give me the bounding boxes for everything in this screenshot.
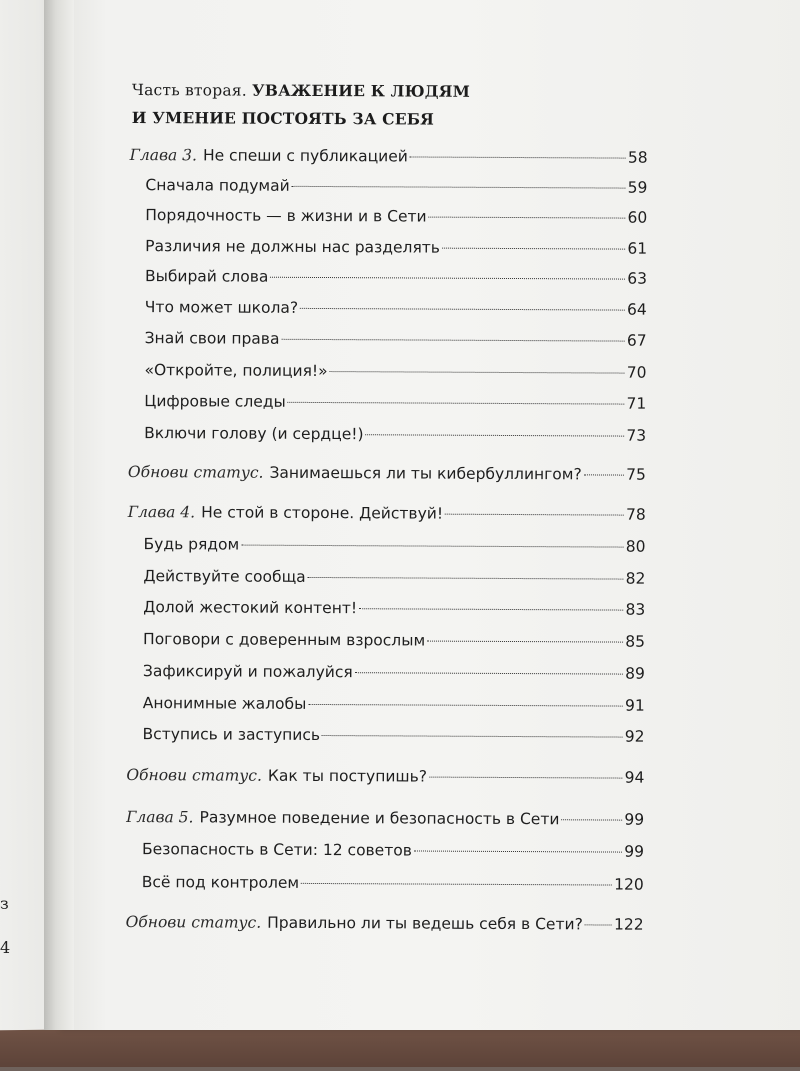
part-heading-title: УВАЖЕНИЕ К ЛЮДЯМ: [251, 80, 471, 101]
part-heading-line-2: [132, 108, 434, 129]
toc-entry-title: Будь рядом: [143, 535, 240, 554]
toc-entry-page-number: 64: [627, 300, 647, 319]
left-fragment-2: 4: [0, 938, 11, 957]
toc-dot-leader: [366, 434, 625, 436]
toc-entry-page-number: 60: [627, 208, 648, 227]
toc-dot-leader: [322, 735, 623, 738]
toc-dot-leader: [561, 819, 622, 820]
part-heading-line-1: [132, 80, 470, 101]
toc-entry-title: Зафиксируй и пожалуйся: [142, 662, 353, 682]
toc-entry-page-number: 80: [625, 537, 646, 556]
toc-entry-title: Не стой в стороне. Действуй!: [201, 503, 444, 523]
toc-entry-title: Вступись и заступись: [142, 725, 321, 745]
toc-entry-page-number: 94: [624, 768, 645, 787]
toc-entry-page-number: 89: [625, 664, 645, 683]
toc-entry-page-number: 58: [627, 148, 648, 167]
toc-entry: [128, 463, 646, 484]
toc-entry-title: Поговори с доверенным взрослым: [143, 630, 426, 650]
toc-entry: [143, 598, 645, 619]
toc-entry-page-number: 75: [626, 465, 646, 484]
toc-entry: [142, 840, 644, 861]
toc-entry-title: Правильно ли ты ведешь себя в Сети?: [267, 913, 583, 934]
toc-entry: [130, 146, 648, 167]
toc-entry-title: Не спеши с публикацией: [202, 146, 408, 166]
toc-entry-title: Долой жестокий контент!: [143, 598, 358, 618]
toc-entry-page-number: 73: [626, 426, 647, 445]
toc-entry-title: Сначала подумай: [145, 176, 290, 195]
toc-dot-leader: [288, 402, 625, 405]
toc-dot-leader: [414, 850, 622, 852]
toc-entry-title: Безопасность в Сети: 12 советов: [141, 840, 412, 860]
toc-dot-leader: [292, 186, 626, 189]
toc-entry: [144, 535, 646, 556]
toc-entry-title: Знай свои права: [144, 329, 280, 348]
part-heading-prefix: Часть вторая.: [131, 81, 247, 100]
toc-dot-leader: [429, 777, 623, 779]
toc-entry-prefix: Обнови статус.: [126, 765, 262, 785]
toc-entry-title: Различия не должны нас разделять: [145, 237, 441, 257]
toc-entry-title: «Откройте, полиция!»: [144, 361, 328, 381]
toc-entry: [144, 424, 646, 445]
toc-dot-leader: [584, 474, 624, 475]
toc-entry: [143, 630, 645, 651]
toc-entry: [128, 503, 646, 524]
toc-entry-title: Цифровые следы: [144, 392, 286, 411]
toc-entry-page-number: 67: [626, 331, 647, 350]
left-fragment-1: з: [0, 894, 9, 913]
toc-entry-page-number: 59: [627, 178, 648, 197]
toc-entry-prefix: Глава 4.: [127, 502, 196, 522]
toc-entry-page-number: 85: [625, 632, 646, 651]
toc-entry-title: Анонимные жалобы: [142, 694, 307, 713]
toc-entry: [144, 361, 646, 382]
toc-dot-leader: [427, 641, 623, 643]
toc-entry-page-number: 83: [625, 600, 646, 619]
toc-entry: [144, 392, 646, 413]
toc-entry: [145, 206, 647, 227]
toc-dot-leader: [300, 308, 625, 311]
toc-entry-prefix: Глава 5.: [126, 807, 194, 827]
toc-entry: [126, 808, 644, 829]
toc-entry-page-number: 78: [625, 505, 646, 524]
toc-entry-title: Разумное поведение и безопасность в Сети: [199, 808, 560, 829]
toc-dot-leader: [308, 704, 623, 707]
toc-entry-page-number: 92: [624, 727, 645, 746]
toc-entry-page-number: 71: [626, 394, 647, 413]
toc-dot-leader: [281, 339, 624, 342]
toc-entry: [142, 873, 644, 894]
toc-dot-leader: [330, 371, 625, 374]
toc-entry: [145, 298, 647, 319]
toc-entry: [145, 237, 647, 258]
toc-dot-leader: [442, 248, 625, 250]
toc-entry-page-number: 99: [624, 810, 645, 829]
toc-entry-prefix: Глава 3.: [129, 145, 198, 165]
toc-entry: [143, 694, 645, 715]
toc-entry-prefix: Обнови статус.: [127, 462, 264, 482]
toc-entry: [145, 176, 647, 197]
toc-dot-leader: [585, 924, 612, 925]
toc-dot-leader: [429, 217, 626, 219]
part-heading-subtitle: И УМЕНИЕ ПОСТОЯТЬ ЗА СЕБЯ: [131, 108, 435, 129]
toc-entry-title: Всё под контролем: [141, 873, 300, 892]
toc-entry-page-number: 120: [614, 875, 644, 894]
toc-entry-title: Как ты поступишь?: [267, 766, 428, 786]
toc-entry: [126, 913, 644, 934]
toc-entry-page-number: 70: [626, 363, 647, 382]
toc-entry-title: Выбирай слова: [144, 267, 269, 286]
toc-dot-leader: [270, 277, 625, 280]
toc-entry-page-number: 61: [627, 239, 648, 258]
toc-entry: [126, 766, 644, 787]
toc-entry-page-number: 63: [627, 269, 648, 288]
toc-entry: [143, 567, 645, 588]
toc-dot-leader: [355, 672, 623, 674]
toc-entry-page-number: 91: [624, 696, 645, 715]
toc-dot-leader: [359, 608, 623, 610]
toc-entry-title: Действуйте сообща: [143, 567, 306, 586]
toc-dot-leader: [241, 545, 624, 548]
toc-dot-leader: [410, 156, 626, 158]
toc-dot-leader: [301, 883, 612, 886]
toc-dot-leader: [445, 514, 624, 516]
toc-entry-title: Что может школа?: [144, 298, 299, 317]
toc-dot-leader: [308, 577, 624, 580]
toc-entry-prefix: Обнови статус.: [125, 912, 262, 932]
toc-entry: [143, 725, 645, 746]
toc-entry: [145, 329, 647, 350]
toc-entry: [143, 662, 645, 683]
toc-entry-title: Порядочность — в жизни и в Сети: [145, 206, 427, 226]
toc-entry: [145, 267, 647, 288]
toc-entry-page-number: 82: [625, 569, 646, 588]
toc-entry-page-number: 122: [613, 915, 644, 934]
toc-entry-title: Включи голову (и сердце!): [144, 424, 364, 444]
toc-entry-title: Занимаешься ли ты кибербуллингом?: [269, 463, 582, 484]
toc-entry-page-number: 99: [624, 842, 645, 861]
